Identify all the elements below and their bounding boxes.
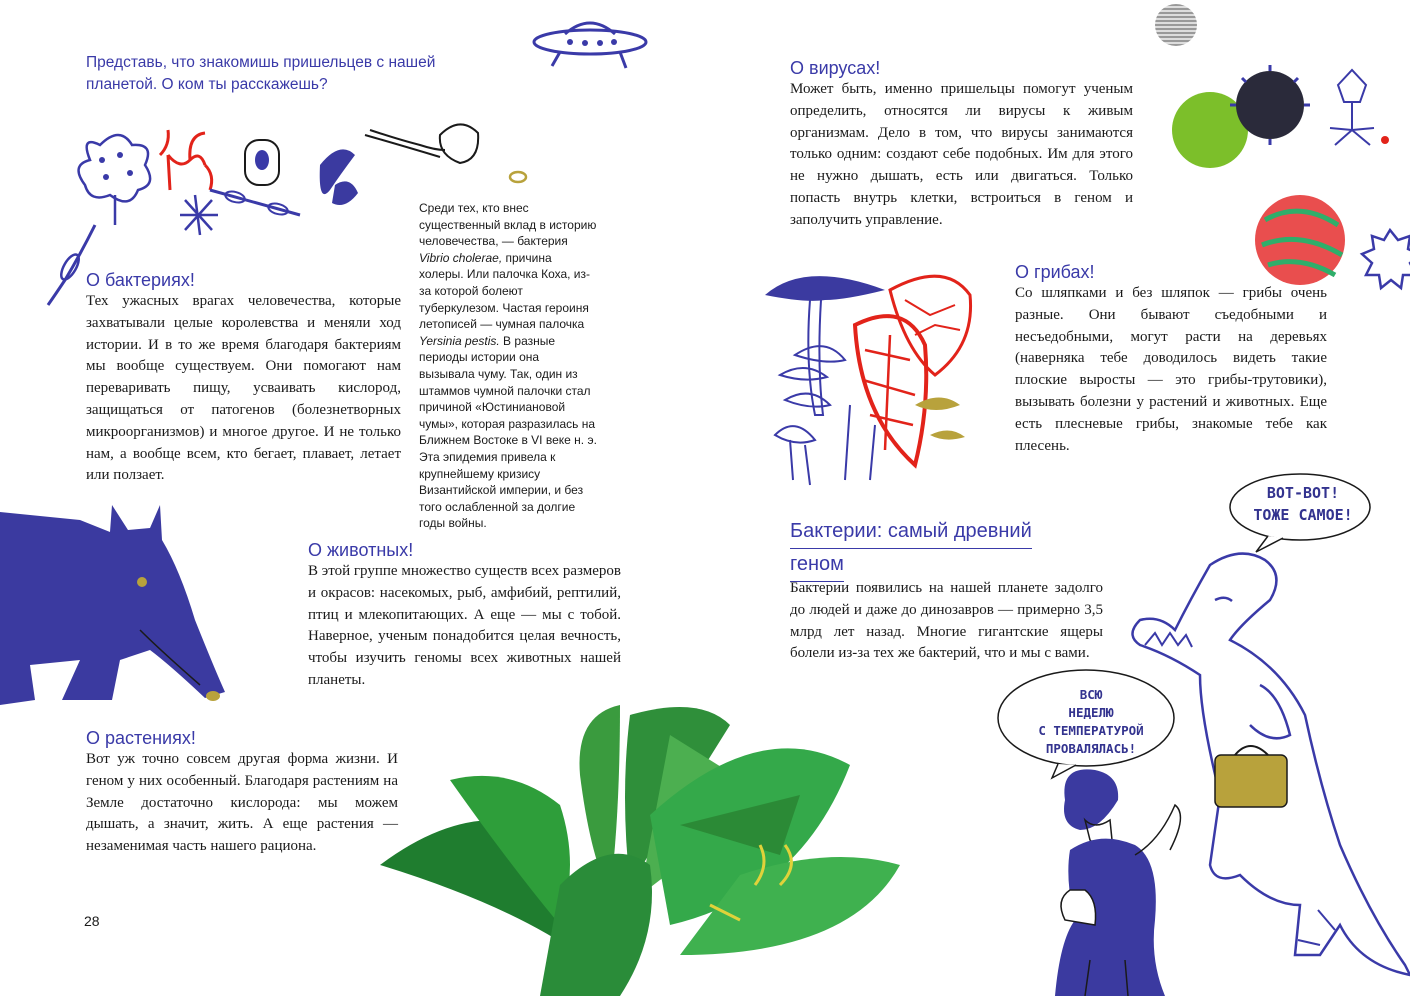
woman-speech-line-3: С ТЕМПЕРАТУРОЙ (1038, 723, 1144, 738)
viruses-text: Может быть, именно пришельцы помогут ученым определить, относятся ли вирусы к живым организмам. Дело в том, что вирусы занимаются только одним: создают себе подобных. Им для этого не нужно дышать, есть или двигаться. Только попасть внутрь клетки, встроиться в геном и заполучить управление. (790, 81, 1133, 228)
sidebar-text-3: В разные периоды истории она вызывала чуму. Так, один из штаммов чумной палочки стал причиной «Юстиниановой чумы», которая разразилась на Ближнем Востоке в VI веке н. э. Эта эпидемия привела к крупнейшему кризису Византийской империи, и без того ослабленной за долгие годы войны. (419, 333, 597, 531)
ancient-genome-text: Бактерии появились на нашей планете задолго до людей и даже до динозавров — примерно 3,5 млрд лет назад. Многие гигантские ящеры болели из-за тех же бактерий, что и мы с вами. (790, 580, 1103, 662)
woman-speech-line-4: ПРОВАЛЯЛАСЬ! (1045, 741, 1137, 756)
leaves-illustration (380, 695, 900, 996)
sidebar-text-1: Среди тех, кто внес существенный вклад в историю человечества, — бактерия (419, 201, 597, 249)
wolf-illustration (0, 500, 240, 705)
woman-illustration (1040, 760, 1190, 996)
plants-text: Вот уж точно совсем другая форма жизни. И геном у них особенный. Благодаря растениям на Земле достаточно кислорода: мы можем дышать, а значит, жить. А еще растения — незаменимая часть нашего рациона. (86, 751, 398, 855)
page-number: 28 (84, 913, 100, 929)
ancient-genome-title (790, 516, 1070, 582)
intro-question: Представь, что знакомишь пришельцев с нашей планетой. О ком ты расскажешь? (86, 54, 436, 93)
bacteria-heading: О бактериях! (86, 270, 195, 290)
woman-speech-line-1: ВСЮ (1079, 687, 1103, 702)
dino-speech-line-1: ВОТ-ВОТ! (1266, 484, 1340, 502)
mushrooms-illustration (765, 265, 975, 490)
sidebar-text-2: причина холеры. Или палочка Коха, из-за которой болеют туберкулезом. Частая героиня летописей — чумная палочка (419, 250, 591, 332)
ufo-illustration (530, 14, 650, 84)
bacteria-text: Тех ужасных врагах человечества, которые захватывали целые королевства и меняли ход истории. И в то же время благодаря бактериям мы вообще существуем. Они помогают нам переваривать пищу, усваивать кислород, защищаться от патогенов (болезнетворных микроорганизмов) и многое другое. И не только нам, а вообще всем, кто бегает, плавает, летает или ползает. (86, 293, 401, 484)
animals-heading: О животных! (308, 540, 414, 560)
sidebar-italic-1: Vibrio cholerae, (419, 250, 503, 265)
record-disk (1155, 4, 1197, 46)
plants-heading: О растениях! (86, 728, 196, 748)
sidebar-italic-2: Yersinia pestis. (419, 333, 500, 348)
ancient-title-line-1: Бактерии: самый древний (790, 516, 1032, 549)
sidebar-note (419, 200, 597, 532)
ancient-title-line-2: геном (790, 549, 844, 582)
woman-speech-line-2: НЕДЕЛЮ (1068, 705, 1114, 720)
dino-speech-line-2: ТОЖЕ САМОЕ! (1253, 506, 1353, 524)
animals-text: В этой группе множество существ всех размеров и окрасов: насекомых, рыб, амфибий, рептилий, птиц и млекопитающих. А еще — мы с тобой. Наверное, ученым понадобится целая вечность, чтобы изучить геномы всех животных нашей планеты. (308, 563, 621, 688)
dino-speech-text (1236, 482, 1370, 526)
viruses-heading: О вирусах! (790, 58, 881, 78)
fungi-text: Со шляпками и без шляпок — грибы очень разные. Они бывают съедобными и несъедобными, могут расти на деревьях (наверняка тебе доводилось видеть такие плоские выросты — это грибы-трутовики), вызывать болезни у растений и животных. Еще есть плесневые грибы, знакомые тебе как плесень. (1015, 285, 1327, 454)
fungi-heading: О грибах! (1015, 262, 1095, 282)
